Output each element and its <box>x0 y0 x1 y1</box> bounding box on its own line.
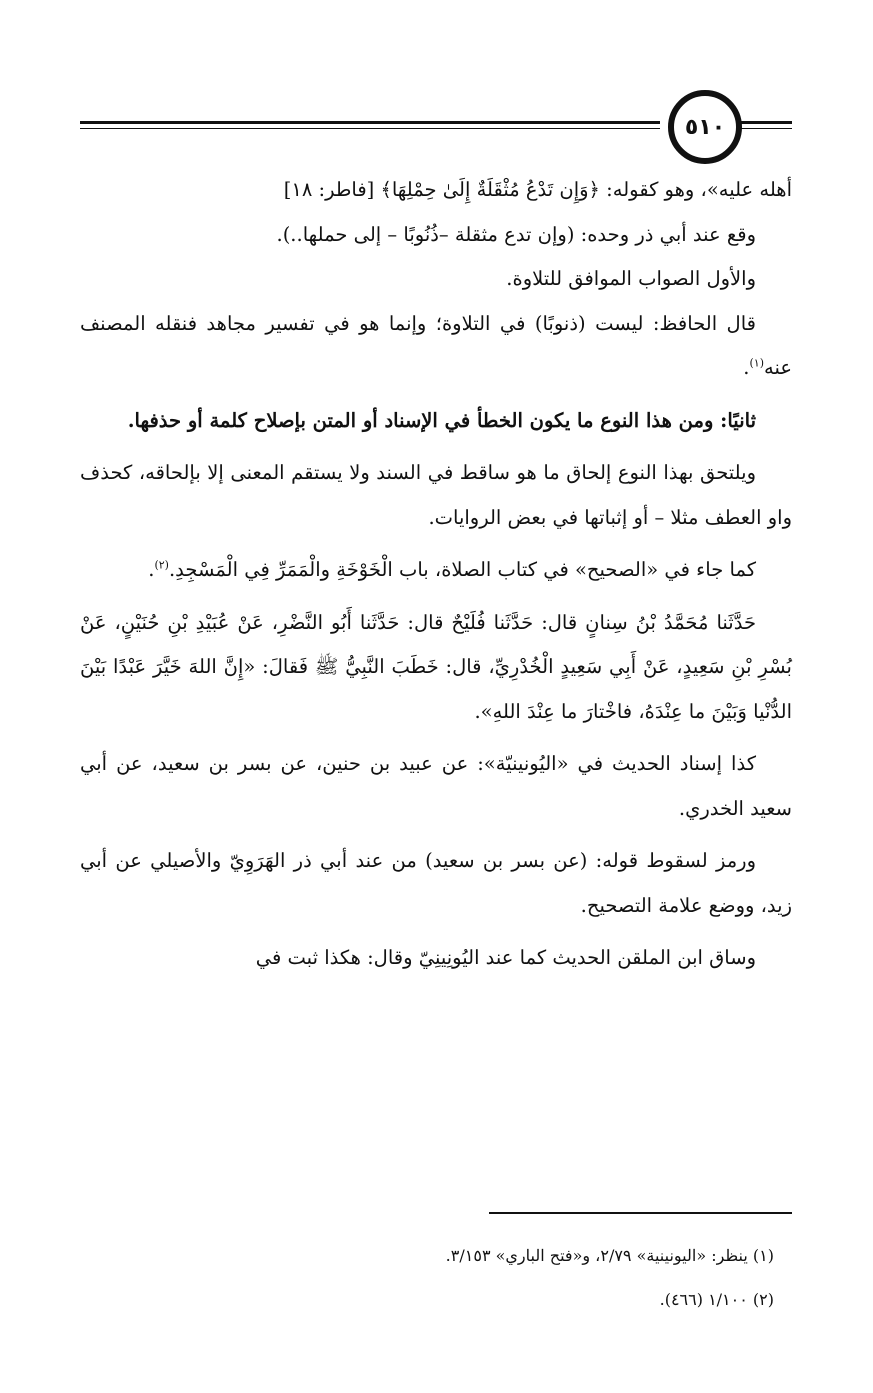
paragraph-hafiz <box>80 302 792 391</box>
paragraph-hadith: حَدَّثَنا مُحَمَّدُ بْنُ سِنانٍ قال: حَدَّثَنا فُلَيْحٌ قال: حَدَّثَنا أَبُو النَّضْرِ، عَنْ عُبَيْدِ بْنِ حُنَيْنٍ، عَنْ بُسْرِ بْنِ سَعِيدٍ، عَنْ أَبِي سَعِيدٍ الْخُدْرِيِّ، قال: خَطَبَ النَّبِيُّ ﷺ فَقالَ: «إِنَّ اللهَ خَيَّرَ عَبْدًا بَيْنَ الدُّنْيا وَبَيْنَ ما عِنْدَهُ، فاخْتارَ ما عِنْدَ اللهِ». <box>80 610 792 723</box>
paragraph-quran-quote: أهله عليه»، وهو كقوله: ﴿وَإِن تَدْعُ مُثْقَلَةٌ إِلَىٰ حِمْلِهَا﴾ [فاطر: ١٨] <box>283 178 792 201</box>
page-header <box>80 90 792 160</box>
sentence-end: . <box>743 356 750 379</box>
footnote-divider <box>489 1212 792 1214</box>
paragraph-sahih-text: كما جاء في «الصحيح» في كتاب الصلاة، باب الْخَوْخَةِ والْمَمَرِّ فِي الْمَسْجِدِ. <box>168 558 756 581</box>
footnote-2: (٢) ١/١٠٠ (٤٦٦). <box>659 1290 774 1309</box>
footnote-ref-1: (١) <box>749 356 765 370</box>
paragraph-sahih-chapter <box>80 548 792 593</box>
paragraph-second-type: ثانيًا: ومن هذا النوع ما يكون الخطأ في الإسناد أو المتن بإصلاح كلمة أو حذفها. <box>127 408 756 432</box>
paragraph-yuniniyya: كذا إسناد الحديث في «اليُونينيّة»: عن عبيد بن حنين، عن بسر بن سعيد، عن أبي سعيد الخدري. <box>80 752 792 820</box>
header-rule-thick <box>80 121 660 124</box>
paragraph-ilhaq: ويلتحق بهذا النوع إلحاق ما هو ساقط في السند ولا يستقم المعنى إلا بإلحاقه، كحذف واو العطف مثلا – أو إثباتها في بعض الروايات. <box>80 461 792 529</box>
paragraph-abu-dhar: وقع عند أبي ذر وحده: (وإن تدع مثقلة –ذُنُوبًا – إلى حملها..). <box>276 222 756 246</box>
paragraph-hafiz-text: قال الحافظ: ليست (ذنوبًا) في التلاوة؛ وإنما هو في تفسير مجاهد فنقله المصنف عنه <box>80 311 792 379</box>
footnote-1: (١) ينظر: «اليونينية» ٢/٧٩، و«فتح الباري» ٣/١٥٣. <box>445 1246 774 1265</box>
page-number: ٥١٠ <box>668 90 742 164</box>
header-rule-thin <box>80 128 660 129</box>
paragraph-correct-reading: والأول الصواب الموافق للتلاوة. <box>506 267 756 290</box>
footnotes <box>80 1234 792 1322</box>
paragraph-ibn-mulaqqin: وساق ابن الملقن الحديث كما عند اليُونِينِيّ وقال: هكذا ثبت في <box>255 946 756 969</box>
paragraph-missing-mark: ورمز لسقوط قوله: (عن بسر بن سعيد) من عند أبي ذر الهَرَوِيّ والأصيلي عن أبي زيد، ووضع علامة التصحيح. <box>80 849 792 917</box>
sentence-end: . <box>148 558 155 581</box>
footnote-ref-2: (٢) <box>154 558 169 572</box>
body-text <box>80 168 792 981</box>
